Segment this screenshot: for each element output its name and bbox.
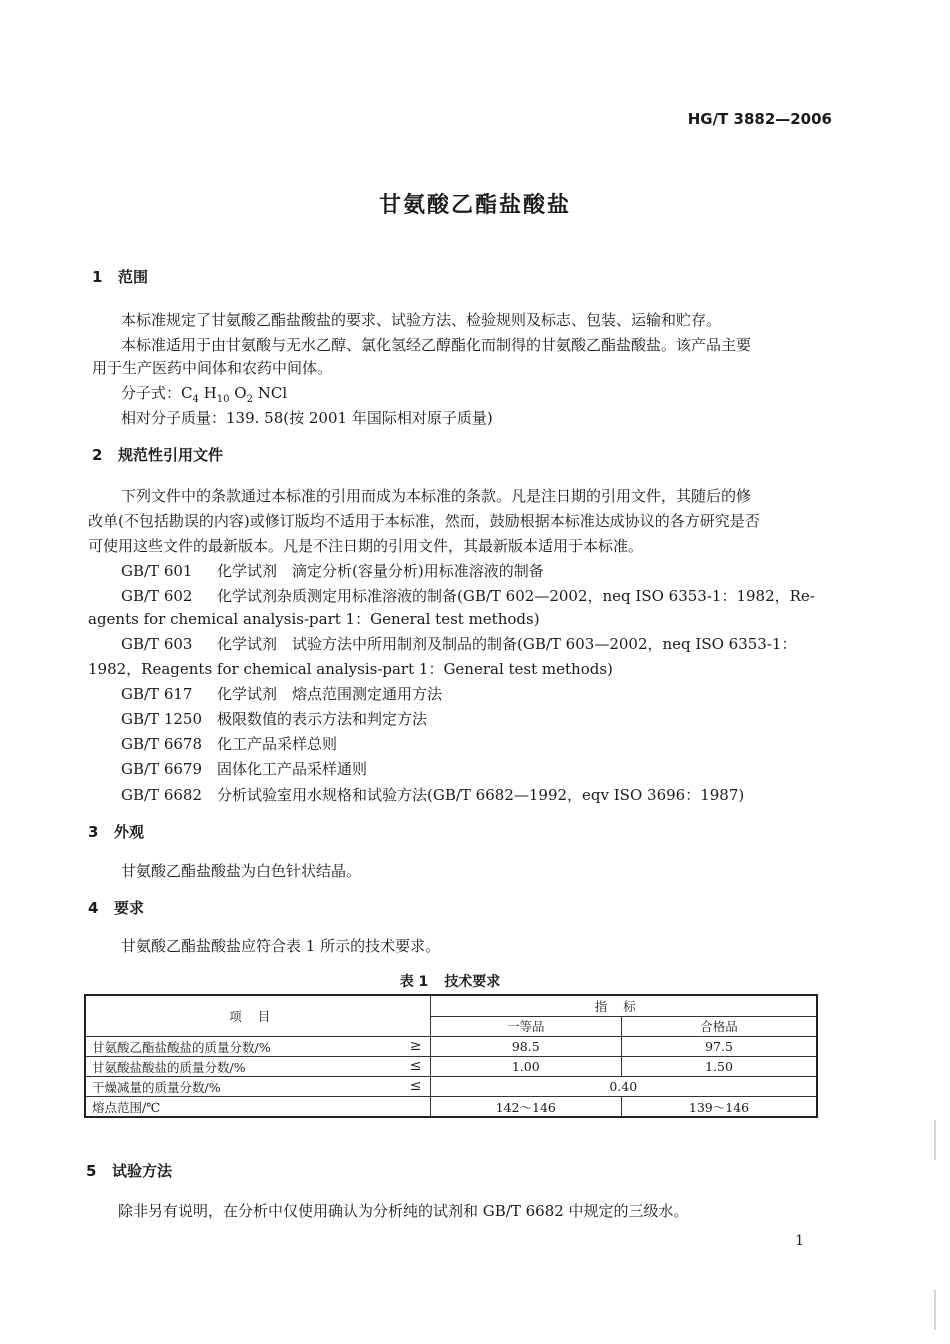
reference-continuation: 1982，Reagents for chemical analysis-part 1：General test methods) [88, 660, 613, 678]
paragraph: 除非另有说明，在分析中仅使用确认为分析纯的试剂和 GB/T 6682 中规定的三级水。 [118, 1202, 689, 1220]
row-item-text: 甘氨酸乙酯盐酸盐的质量分数/% [92, 1039, 271, 1055]
reference-text: 分析试验室用水规格和试验方法(GB/T 6682—1992，eqv ISO 3696：1987) [217, 786, 745, 804]
header-index: 指标 [430, 995, 817, 1016]
section-1-heading [92, 266, 148, 287]
document-title: 甘氨酸乙酯盐酸盐 [378, 193, 571, 218]
row-value-qualified: 139～146 [622, 1097, 818, 1118]
reference-text: 极限数值的表示方法和判定方法 [217, 710, 428, 728]
paragraph: 用于生产医药中间体和农药中间体。 [92, 359, 333, 377]
standard-code: HG/T 3882—2006 [687, 110, 832, 128]
reference-code: GB/T 6678 [121, 735, 203, 753]
formula-c: C [181, 384, 193, 402]
section-number: 1 [92, 268, 103, 286]
paragraph: 可使用这些文件的最新版本。凡是不注日期的引用文件，其最新版本适用于本标准。 [88, 537, 644, 555]
table-row [85, 1057, 817, 1077]
reference-code: GB/T 6679 [121, 760, 203, 778]
reference-item [121, 585, 815, 607]
reference-text: 化学试剂杂质测定用标准溶液的制备(GB/T 602—2002，neq ISO 6353-1：1982，Re- [217, 587, 815, 605]
reference-text: 化工产品采样总则 [217, 735, 338, 753]
reference-code: GB/T 6682 [121, 786, 203, 804]
section-2-heading [92, 444, 223, 465]
reference-item [121, 633, 796, 655]
section-title: 范围 [118, 268, 149, 286]
formula-rest: NCl [257, 384, 288, 402]
section-number: 3 [88, 823, 99, 841]
table-row [85, 1037, 817, 1057]
paragraph: 改单(不包括勘误的内容)或修订版均不适用于本标准，然而，鼓励根据本标准达成协议的各方研究是否 [88, 512, 760, 530]
page-number: 1 [795, 1233, 804, 1249]
header-grade-qualified: 合格品 [622, 1016, 818, 1037]
reference-item [121, 560, 544, 582]
section-5-heading [86, 1160, 172, 1181]
section-title: 要求 [114, 899, 145, 917]
table-caption-label: 表 1 [399, 974, 429, 990]
row-value-qualified: 97.5 [622, 1037, 818, 1057]
section-title: 规范性引用文件 [118, 446, 224, 464]
section-3-heading [88, 821, 144, 842]
reference-item [121, 733, 337, 755]
reference-code: GB/T 617 [121, 685, 193, 703]
formula-label: 分子式： [121, 384, 182, 402]
row-item [85, 1037, 430, 1057]
paragraph: 本标准规定了甘氨酸乙酯盐酸盐的要求、试验方法、检验规则及标志、包装、运输和贮存。 [121, 311, 722, 329]
reference-item [121, 784, 744, 806]
row-item-text: 甘氨酸盐酸盐的质量分数/% [92, 1059, 246, 1075]
row-value-first: 1.00 [430, 1057, 622, 1077]
table-row [85, 1077, 817, 1097]
molecular-mass: 相对分子质量：139. 58(按 2001 年国际相对原子质量) [121, 409, 493, 427]
table-caption-title: 技术要求 [444, 974, 501, 990]
reference-text: 化学试剂 试验方法中所用制剂及制品的制备(GB/T 603—2002，neq ISO 6353-1： [217, 635, 797, 653]
reference-code: GB/T 1250 [121, 710, 203, 728]
row-value-first: 98.5 [430, 1037, 622, 1057]
formula-h: H [203, 384, 217, 402]
row-item-text: 熔点范围/℃ [92, 1099, 161, 1115]
row-item-text: 干燥减量的质量分数/% [92, 1079, 221, 1095]
row-value-first: 142～146 [430, 1097, 622, 1118]
reference-item [121, 683, 442, 705]
formula-h-sub: 10 [216, 394, 230, 405]
row-value-merged: 0.40 [430, 1077, 817, 1097]
formula-o: O [234, 384, 247, 402]
section-number: 5 [86, 1162, 97, 1180]
row-value-qualified: 1.50 [622, 1057, 818, 1077]
paragraph: 下列文件中的条款通过本标准的引用而成为本标准的条款。凡是注日期的引用文件，其随后的修 [121, 487, 752, 505]
header-grade-first: 一等品 [430, 1016, 622, 1037]
reference-item [121, 708, 427, 730]
table-header-row [85, 995, 817, 1016]
comparison-symbol: ≥ [409, 1038, 422, 1054]
row-item [85, 1077, 430, 1097]
reference-text: 固体化工产品采样通则 [217, 760, 368, 778]
section-number: 4 [88, 899, 99, 917]
header-item: 项目 [85, 995, 430, 1037]
table-row [85, 1097, 817, 1118]
reference-continuation: agents for chemical analysis-part 1：General test methods) [88, 610, 540, 628]
requirements-table [84, 994, 818, 1118]
section-number: 2 [92, 446, 103, 464]
section-title: 外观 [114, 823, 145, 841]
formula-c-sub: 4 [192, 394, 199, 405]
reference-text: 化学试剂 滴定分析(容量分析)用标准溶液的制备 [217, 562, 544, 580]
reference-item [121, 758, 367, 780]
paragraph: 甘氨酸乙酯盐酸盐为白色针状结晶。 [121, 862, 362, 880]
paragraph: 甘氨酸乙酯盐酸盐应符合表 1 所示的技术要求。 [121, 937, 441, 955]
reference-code: GB/T 602 [121, 587, 193, 605]
reference-code: GB/T 603 [121, 635, 193, 653]
formula-o-sub: 2 [246, 394, 253, 405]
reference-code: GB/T 601 [121, 562, 193, 580]
reference-text: 化学试剂 熔点范围测定通用方法 [217, 685, 443, 703]
table-caption [0, 971, 900, 991]
comparison-symbol: ≤ [409, 1078, 422, 1094]
paragraph: 本标准适用于由甘氨酸与无水乙醇、氯化氢经乙醇酯化而制得的甘氨酸乙酯盐酸盐。该产品主要 [121, 336, 752, 354]
comparison-symbol: ≤ [409, 1058, 422, 1074]
section-title: 试验方法 [112, 1162, 173, 1180]
row-item [85, 1097, 430, 1118]
row-item [85, 1057, 430, 1077]
section-4-heading [88, 897, 144, 918]
